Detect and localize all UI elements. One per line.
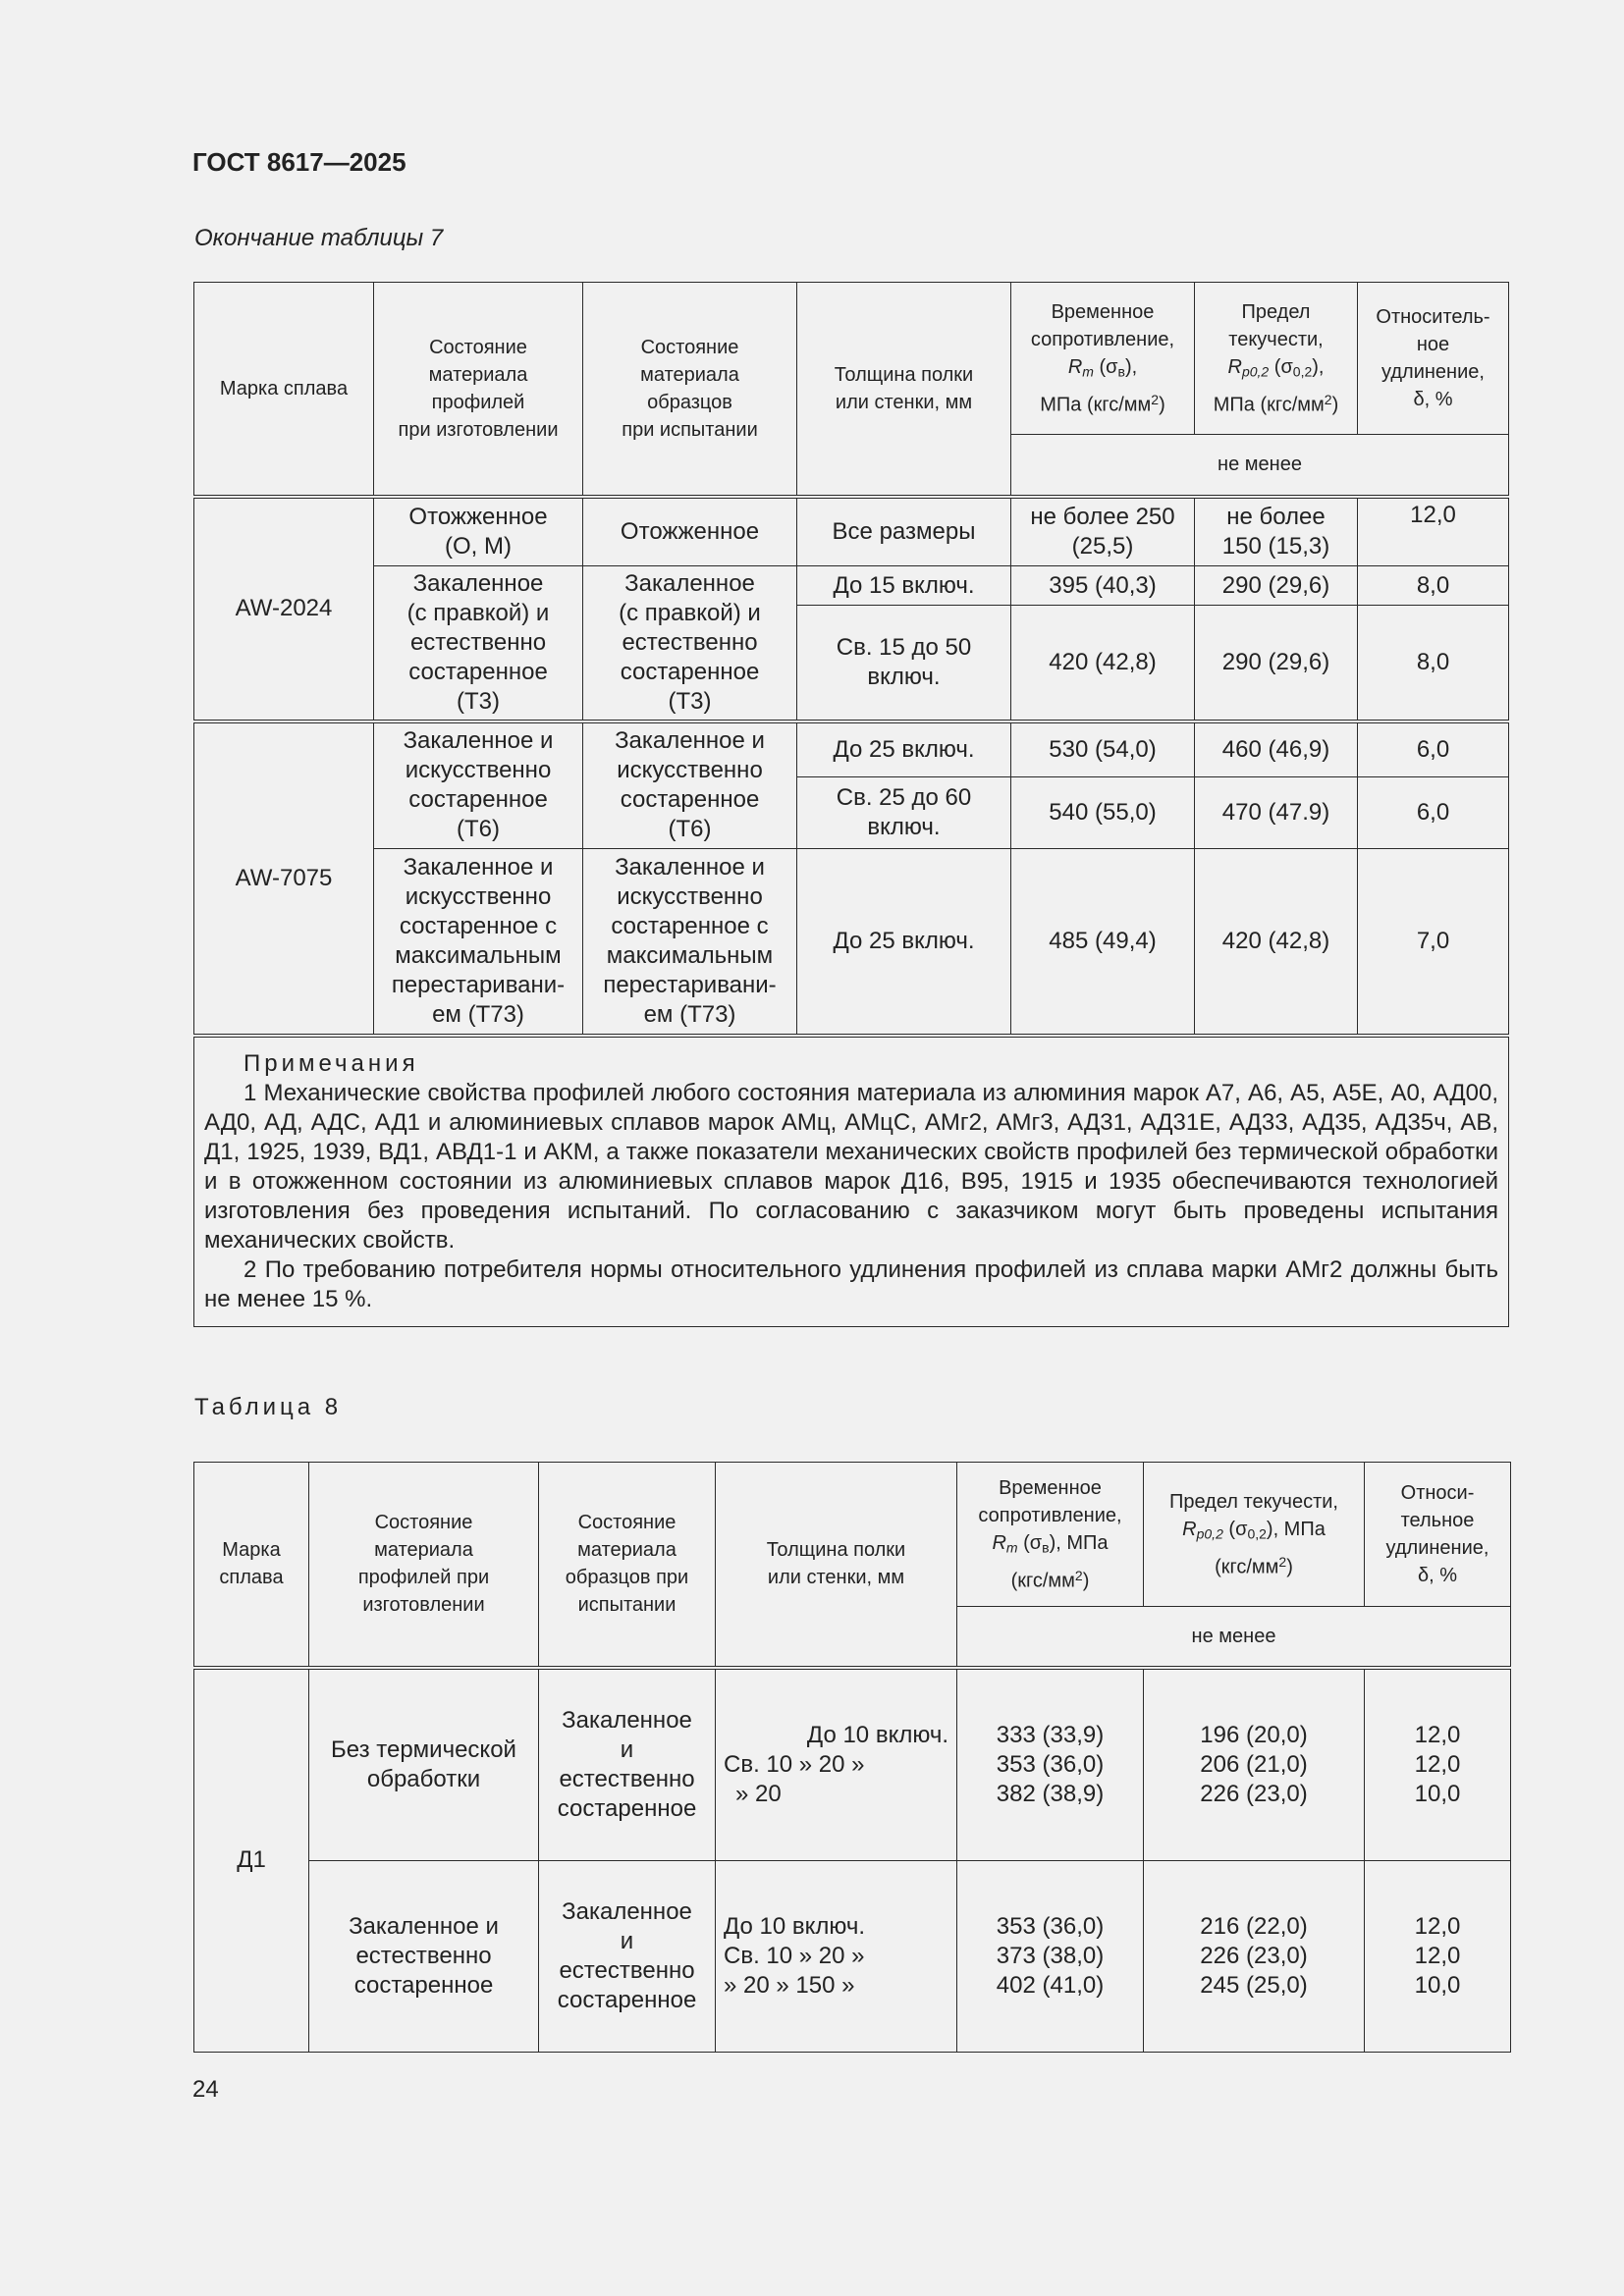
alloy-aw-2024: AW-2024 [194,497,374,721]
cell-tensile: 395 (40,3) [1011,566,1195,606]
cell-yield: 290 (29,6) [1195,566,1358,606]
cell-thickness: До 10 включ. Св. 10 » 20 » » 20 [716,1668,957,1861]
cell-yield: 470 (47.9) [1195,777,1358,849]
header-state-manufacture: Состояние материала профилей при изготовлении [309,1463,539,1668]
cell-yield: 216 (22,0) 226 (23,0) 245 (25,0) [1144,1861,1365,2053]
cell-state-test: Отожженное [583,497,797,566]
note-1: 1 Механические свойства профилей любого состояния материала из алюминия марок А7, А6, А5, А5Е, А0, АД00, АД0, АД, АДС, АД1 и алюминиевых сплавов марок АМц, АМцС, АМг2, АМг3, АД31, АД31Е, АД33, АД35, АД35ч, АВ, Д1, 1925, 1939, ВД1, АВД1-1 и АКМ, а также показатели механических свойств профилей без термической обработки и в отожженном состоянии из алюминиевых сплавов марок Д16, В95, 1915 и 1935 обеспечиваются технологией изготовления без проведения испытаний. По согласованию с заказчиком могут быть проведены испытания механических свойств. [204,1079,1498,1254]
cell-tensile: 540 (55,0) [1011,777,1195,849]
cell-elongation: 12,0 [1358,497,1509,566]
header-tensile-strength: Временное сопротивление, $R_m$ $(\sigma_в)$, МПа $(кгс/мм^2)$ [1011,283,1195,435]
alloy-aw-7075: AW-7075 [194,721,374,1036]
header-elongation: Относи- тельное удлинение, δ, % [1365,1463,1511,1607]
header-state-manufacture: Состояние материала профилей при изготовлении [374,283,583,497]
cell-elongation: 12,0 12,0 10,0 [1365,1668,1511,1861]
page-number: 24 [192,2076,219,2103]
cell-thickness: До 10 включ. Св. 10 » 20 » » 20 » 150 » [716,1861,957,2053]
cell-state-manufacture: Отожженное (О, М) [374,497,583,566]
cell-elongation: 12,0 12,0 10,0 [1365,1861,1511,2053]
header-state-test: Состояние материала образцов при испытании [583,283,797,497]
cell-yield: 290 (29,6) [1195,606,1358,721]
cell-thickness: Все размеры [797,497,1011,566]
cell-thickness: До 25 включ. [797,849,1011,1036]
cell-tensile: не более 250 (25,5) [1011,497,1195,566]
table-8 [193,1462,1511,2053]
cell-elongation: 8,0 [1358,566,1509,606]
cell-state-test: Закаленное и естественно состаренное [539,1861,716,2053]
header-yield-strength: Предел текучести, $R_{p0,2}$ $(\sigma_{0,2})$, МПа $(кгс/мм^2)$ [1195,283,1358,435]
header-thickness: Толщина полки или стенки, мм [716,1463,957,1668]
cell-thickness: До 15 включ. [797,566,1011,606]
cell-yield: 196 (20,0) 206 (21,0) 226 (23,0) [1144,1668,1365,1861]
cell-tensile: 353 (36,0) 373 (38,0) 402 (41,0) [957,1861,1144,2053]
cell-state-test: Закаленное и естественно состаренное [539,1668,716,1861]
alloy-d1: Д1 [194,1668,309,2053]
cell-tensile: 530 (54,0) [1011,721,1195,777]
cell-state-manufacture: Закаленное и искусственно состаренное с максимальным перестаривани- ем (Т73) [374,849,583,1036]
cell-tensile: 485 (49,4) [1011,849,1195,1036]
cell-state-manufacture: Закаленное и естественно состаренное [309,1861,539,2053]
header-min-values: не менее [957,1607,1511,1668]
cell-tensile: 420 (42,8) [1011,606,1195,721]
cell-thickness: До 25 включ. [797,721,1011,777]
cell-elongation: 6,0 [1358,721,1509,777]
cell-yield: 460 (46,9) [1195,721,1358,777]
cell-state-test: Закаленное и искусственно состаренное (Т6) [583,721,797,849]
table-8-caption: Таблица 8 [194,1394,343,1420]
header-yield-strength: Предел текучести, $R_{p0,2}$ $(\sigma_{0,2})$, МПа $(кгс/мм^2)$ [1144,1463,1365,1607]
cell-state-manufacture: Закаленное и искусственно состаренное (Т6) [374,721,583,849]
table-7 [193,282,1509,1327]
cell-thickness: Св. 25 до 60 включ. [797,777,1011,849]
header-thickness: Толщина полки или стенки, мм [797,283,1011,497]
cell-tensile: 333 (33,9) 353 (36,0) 382 (38,9) [957,1668,1144,1861]
table-7-continuation-caption: Окончание таблицы 7 [194,225,444,251]
header-tensile-strength: Временное сопротивление, $R_m$ $(\sigma_в)$, МПа $(кгс/мм^2)$ [957,1463,1144,1607]
cell-elongation: 7,0 [1358,849,1509,1036]
cell-elongation: 8,0 [1358,606,1509,721]
cell-thickness: Св. 15 до 50 включ. [797,606,1011,721]
header-alloy: Марка сплава [194,283,374,497]
document-header: ГОСТ 8617—2025 [192,147,406,177]
cell-state-test: Закаленное и искусственно состаренное с максимальным перестаривани- ем (Т73) [583,849,797,1036]
notes-title: Примечания [244,1049,419,1077]
cell-elongation: 6,0 [1358,777,1509,849]
header-elongation: Относитель- ное удлинение, δ, % [1358,283,1509,435]
note-2: 2 По требованию потребителя нормы относительного удлинения профилей из сплава марки АМг2 должны быть не менее 15 %. [204,1255,1498,1312]
cell-yield: 420 (42,8) [1195,849,1358,1036]
cell-state-manufacture: Закаленное (с правкой) и естественно состаренное (Т3) [374,566,583,721]
header-state-test: Состояние материала образцов при испытании [539,1463,716,1668]
table-7-notes [194,1036,1509,1327]
cell-state-test: Закаленное (с правкой) и естественно состаренное (Т3) [583,566,797,721]
header-min-values: не менее [1011,435,1509,497]
header-alloy: Марка сплава [194,1463,309,1668]
cell-yield: не более 150 (15,3) [1195,497,1358,566]
cell-state-manufacture: Без термической обработки [309,1668,539,1861]
